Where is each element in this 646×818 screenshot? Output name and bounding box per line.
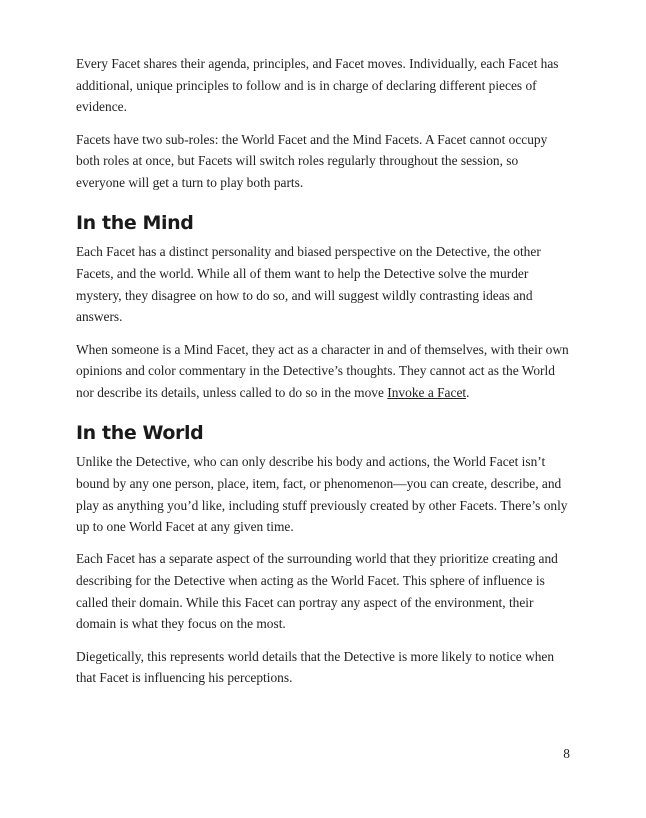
intro-paragraph-sub-roles: Facets have two sub-roles: the World Facet and the Mind Facets. A Facet cannot occupy both roles at once, but Facets will switch roles regularly throughout the session, so everyone will get a turn to play both parts. [76,131,548,190]
mind-paragraph-mind-facet [76,339,570,404]
intro-paragraph-agenda: Every Facet shares their agenda, principles, and Facet moves. Individually, each Facet has additional, unique principles to follow and is in charge of declaring different pieces of evidence. [76,56,559,115]
mind-paragraph-personality: Each Facet has a distinct personality and biased perspective on the Detective, the other Facets, and the world. While all of them want to help the Detective solve the murder mystery, they disagree on how to do so, and will suggest wildly contrasting ideas and answers. [76,244,541,325]
invoke-a-facet-link[interactable]: Invoke a Facet [387,384,467,400]
world-paragraph-diegetic: Diegetically, this represents world details that the Detective is more likely to notice when that Facet is influencing his perceptions. [76,648,555,686]
mind-paragraph-period: . [466,384,470,400]
world-paragraph-world-facet: Unlike the Detective, who can only describe his body and actions, the World Facet isn’t bound by any one person, place, item, fact, or phenomenon—you can create, describe, and play as anything you’d like, including stuff previously created by other Facets. There’s only up to one World Facet at any given time. [76,454,568,535]
heading-in-the-mind: In the Mind [76,212,194,235]
heading-in-the-world: In the World [76,422,204,445]
page-content [76,53,570,700]
mind-paragraph-text: When someone is a Mind Facet, they act as a character in and of themselves, with their own opinions and color commentary in the Detective’s thoughts. They cannot act as the World nor describe its details, unless called to do so in the move [76,341,569,400]
world-paragraph-domain: Each Facet has a separate aspect of the surrounding world that they prioritize creating and describing for the Detective when acting as the World Facet. This sphere of influence is called their domain. While this Facet can portray any aspect of the environment, their domain is what they focus on the most. [76,551,558,632]
page-number: 8 [563,746,570,761]
